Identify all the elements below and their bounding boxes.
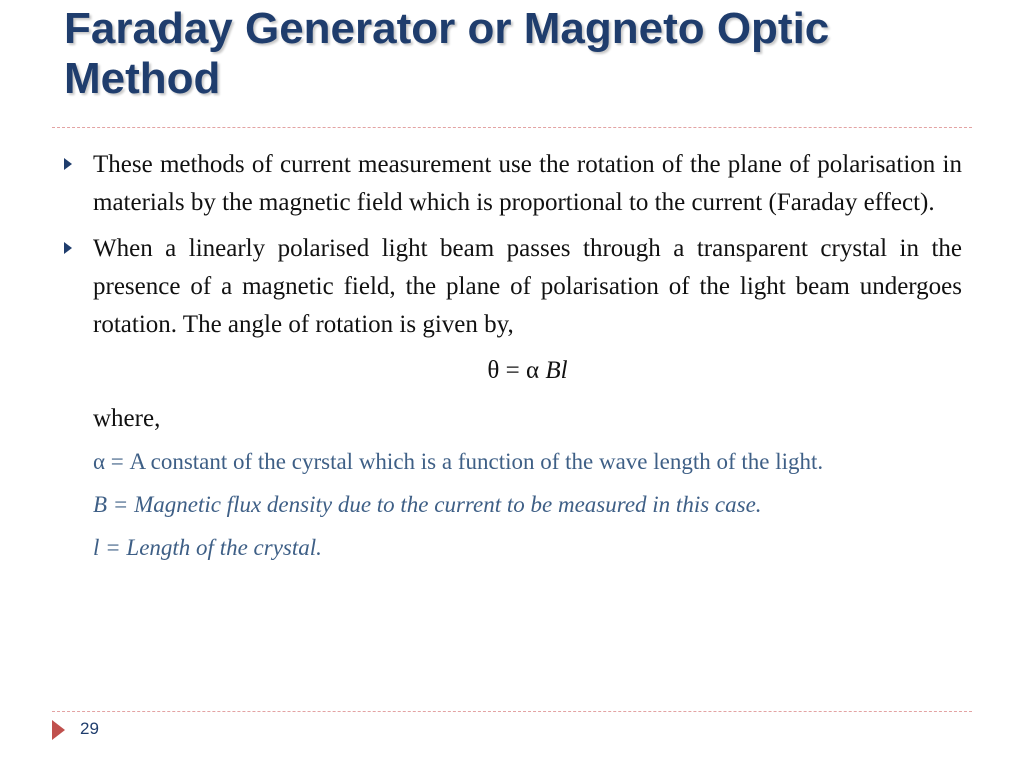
bullet-text: When a linearly polarised light beam passes through a transparent crystal in the presence of a magnetic field, the plane of polarisation of the light beam undergoes rotation. The angle of rotation is given by, xyxy=(93,235,962,338)
where-label: where, xyxy=(93,405,161,432)
page-number: 29 xyxy=(80,719,99,738)
bullet-item xyxy=(62,146,962,222)
bottom-divider xyxy=(52,711,972,712)
bullet-item xyxy=(62,230,962,344)
definition-l: l = Length of the crystal. xyxy=(93,535,322,560)
bullet-text: These methods of current measurement use the rotation of the plane of polarisation in materials by the magnetic field which is proportional to the current (Faraday effect). xyxy=(93,151,962,216)
definition-alpha: α = A constant of the cyrstal which is a function of the wave length of the light. xyxy=(93,449,824,474)
top-divider xyxy=(52,127,972,128)
triangle-bullet-icon xyxy=(64,242,72,254)
triangle-footer-icon xyxy=(52,720,65,740)
rotation-formula xyxy=(93,352,962,390)
slide-content xyxy=(62,146,962,573)
formula-lhs: θ = α xyxy=(487,357,546,384)
slide-title: Faraday Generator or Magneto Optic Method xyxy=(64,4,830,103)
definition-b: B = Magnetic flux density due to the current to be measured in this case. xyxy=(93,492,762,517)
formula-rhs: Bl xyxy=(545,357,568,384)
triangle-bullet-icon xyxy=(64,158,72,170)
